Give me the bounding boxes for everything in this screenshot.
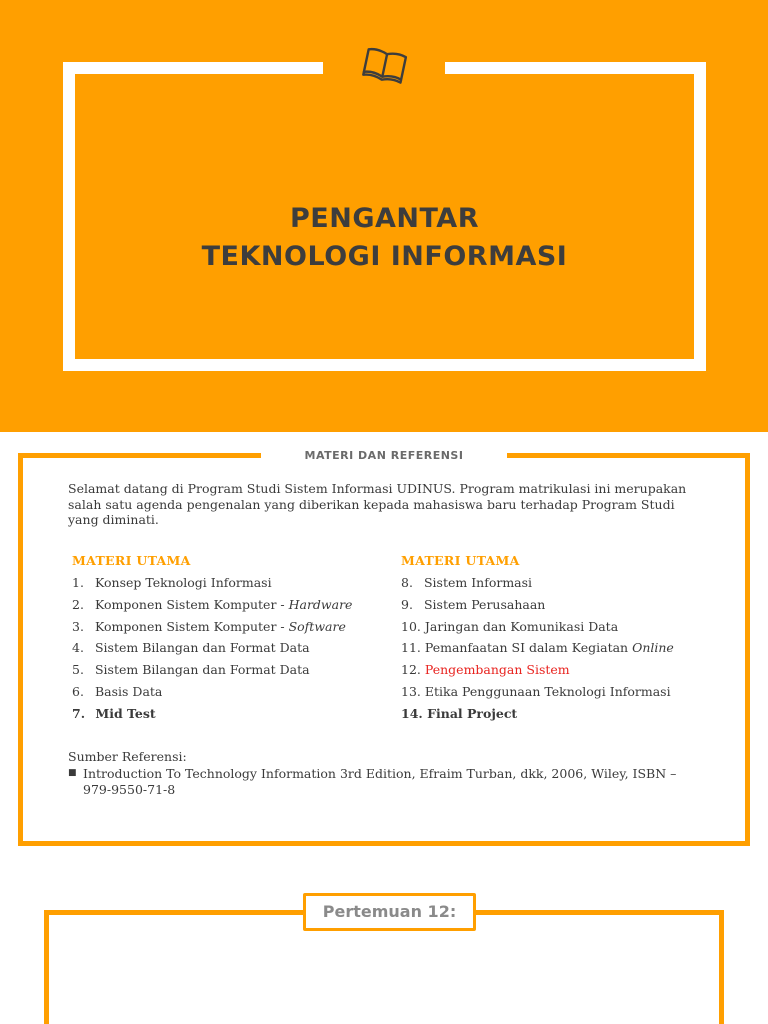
- intro-paragraph: Selamat datang di Program Studi Sistem Informasi UDINUS. Program matrikulasi ini merupakan salah satu agenda pengenalan yang diberikan kepada mahasiswa baru terhadap Program Studi yang diminati.: [68, 481, 687, 527]
- list-item: 9. Sistem Perusahaan: [401, 596, 546, 612]
- list-item: 4. Sistem Bilangan dan Format Data: [72, 640, 310, 656]
- reference-text: Introduction To Technology Information 3rd Edition, Efraim Turban, dkk, 2006, Wiley, ISBN – 979-9550-71-8: [83, 766, 677, 797]
- title-line-2: TEKNOLOGI INFORMASI: [201, 241, 568, 272]
- page-title: [63, 200, 706, 276]
- list-item: 6. Basis Data: [72, 683, 163, 699]
- materi-column-left: [72, 553, 382, 726]
- square-bullet-icon: ■: [68, 768, 77, 778]
- list-item: 13. Etika Penggunaan Teknologi Informasi: [401, 683, 671, 699]
- list-item: 2. Komponen Sistem Komputer - Hardware: [72, 596, 353, 612]
- pertemuan-label: Pertemuan 12:: [303, 893, 476, 931]
- list-item-mid-test: 7. Mid Test: [72, 705, 156, 721]
- list-item: 11. Pemanfaatan SI dalam Kegiatan Online: [401, 640, 674, 656]
- list-item: 3. Komponen Sistem Komputer - Software: [72, 618, 346, 634]
- reference-heading: Sumber Referensi:: [68, 749, 187, 764]
- reference-item: [68, 766, 698, 797]
- list-item: 10. Jaringan dan Komunikasi Data: [401, 618, 619, 634]
- list-item-current: 12. Pengembangan Sistem: [401, 662, 570, 678]
- materi-column-right: [401, 553, 741, 726]
- list-item: 1. Konsep Teknologi Informasi: [72, 575, 272, 590]
- materi-section-label: MATERI DAN REFERENSI: [261, 446, 507, 466]
- list-item: 8. Sistem Informasi: [401, 575, 533, 590]
- reference-list: [68, 766, 698, 797]
- column-heading: MATERI UTAMA: [401, 553, 520, 568]
- header-banner: [0, 0, 768, 432]
- book-icon: [362, 44, 408, 84]
- title-line-1: PENGANTAR: [290, 203, 479, 234]
- list-item-final-project: 14. Final Project: [401, 705, 518, 721]
- column-heading: MATERI UTAMA: [72, 553, 191, 568]
- list-item: 5. Sistem Bilangan dan Format Data: [72, 662, 310, 678]
